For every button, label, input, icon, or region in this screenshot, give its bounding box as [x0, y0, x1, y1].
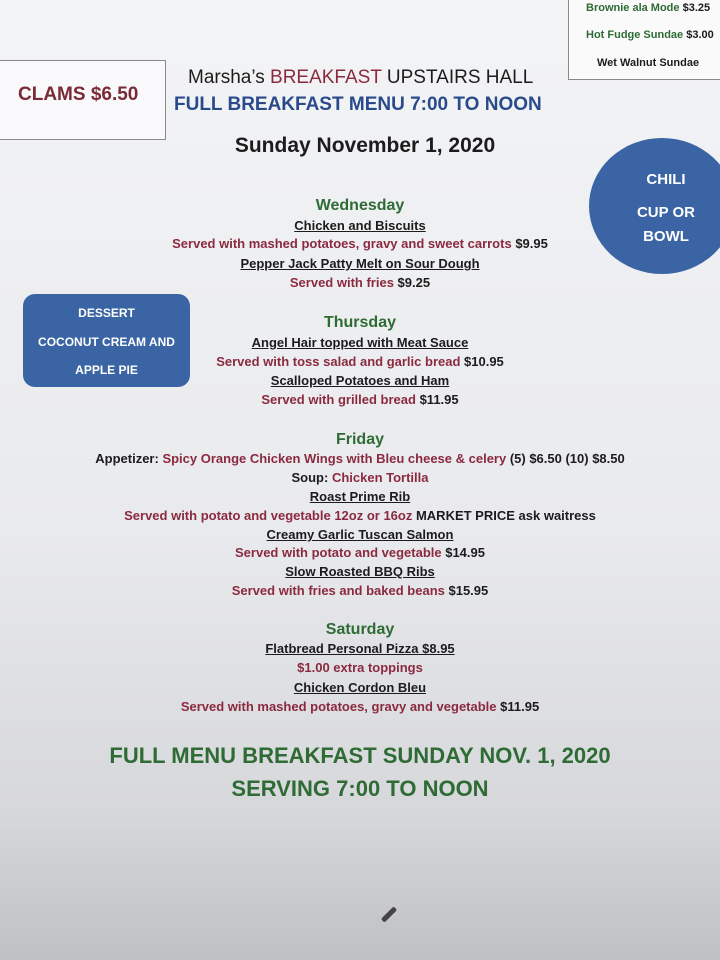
friday-item-2: Creamy Garlic Tuscan Salmon — [266, 527, 454, 542]
chili-line-3: BOWL — [643, 228, 689, 245]
friday-item-1-desc: Served with potato and vegetable 12oz or 16oz MARKET PRICE ask waitress — [124, 508, 596, 523]
friday-soup: Soup: Chicken Tortilla — [291, 470, 429, 485]
saturday-item-1: Flatbread Personal Pizza $8.95 — [265, 641, 455, 656]
thursday-item-2-desc: Served with grilled bread $11.95 — [261, 392, 459, 407]
saturday-item-2: Chicken Cordon Bleu — [293, 680, 427, 695]
wednesday-item-1: Chicken and Biscuits — [294, 218, 426, 233]
thursday-item-1-desc: Served with toss salad and garlic bread $10.95 — [216, 354, 504, 369]
dessert-line-wet-walnut: Wet Walnut Sundae — [597, 57, 700, 69]
chili-line-1: CHILI — [646, 171, 686, 188]
clams-label: CLAMS $6.50 — [18, 84, 139, 105]
dessert-line-brownie: Brownie ala Mode $3.25 — [586, 2, 711, 14]
wednesday-item-2-desc: Served with fries $9.25 — [289, 275, 431, 290]
dessert-line-1: DESSERT — [78, 306, 135, 320]
saturday-item-1-note: $1.00 extra toppings — [297, 660, 423, 675]
friday-item-3: Slow Roasted BBQ Ribs — [285, 564, 435, 579]
header-title: Marsha’s BREAKFAST UPSTAIRS HALL — [188, 67, 534, 88]
thursday-heading: Thursday — [323, 314, 396, 331]
friday-item-2-desc: Served with potato and vegetable $14.95 — [235, 545, 485, 560]
wednesday-item-2: Pepper Jack Patty Melt on Sour Dough — [240, 256, 480, 271]
header-subtitle: FULL BREAKFAST MENU 7:00 TO NOON — [174, 94, 542, 115]
thursday-item-2: Scalloped Potatoes and Ham — [270, 373, 450, 388]
wednesday-heading: Wednesday — [315, 197, 405, 214]
friday-item-3-desc: Served with fries and baked beans $15.95 — [231, 583, 489, 598]
friday-appetizer: Appetizer: Spicy Orange Chicken Wings with Bleu cheese & celery (5) $6.50 (10) $8.50 — [95, 451, 625, 466]
saturday-item-2-desc: Served with mashed potatoes, gravy and vegetable $11.95 — [180, 699, 540, 714]
pen-mark — [381, 906, 397, 922]
thursday-item-1: Angel Hair topped with Meat Sauce — [251, 335, 469, 350]
friday-heading: Friday — [335, 431, 384, 448]
dessert-line-hot-fudge: Hot Fudge Sundae $3.00 — [586, 29, 714, 41]
wednesday-item-1-desc: Served with mashed potatoes, gravy and sweet carrots $9.95 — [172, 236, 548, 251]
footer-line-2: SERVING 7:00 TO NOON — [231, 776, 489, 801]
friday-item-1: Roast Prime Rib — [309, 489, 411, 504]
dessert-line-2: COCONUT CREAM AND — [38, 335, 175, 349]
chili-line-2: CUP OR — [636, 204, 696, 221]
saturday-heading: Saturday — [325, 621, 395, 638]
header-date: Sunday November 1, 2020 — [234, 134, 496, 157]
dessert-line-3: APPLE PIE — [75, 363, 138, 377]
footer-line-1: FULL MENU BREAKFAST SUNDAY NOV. 1, 2020 — [109, 743, 611, 768]
